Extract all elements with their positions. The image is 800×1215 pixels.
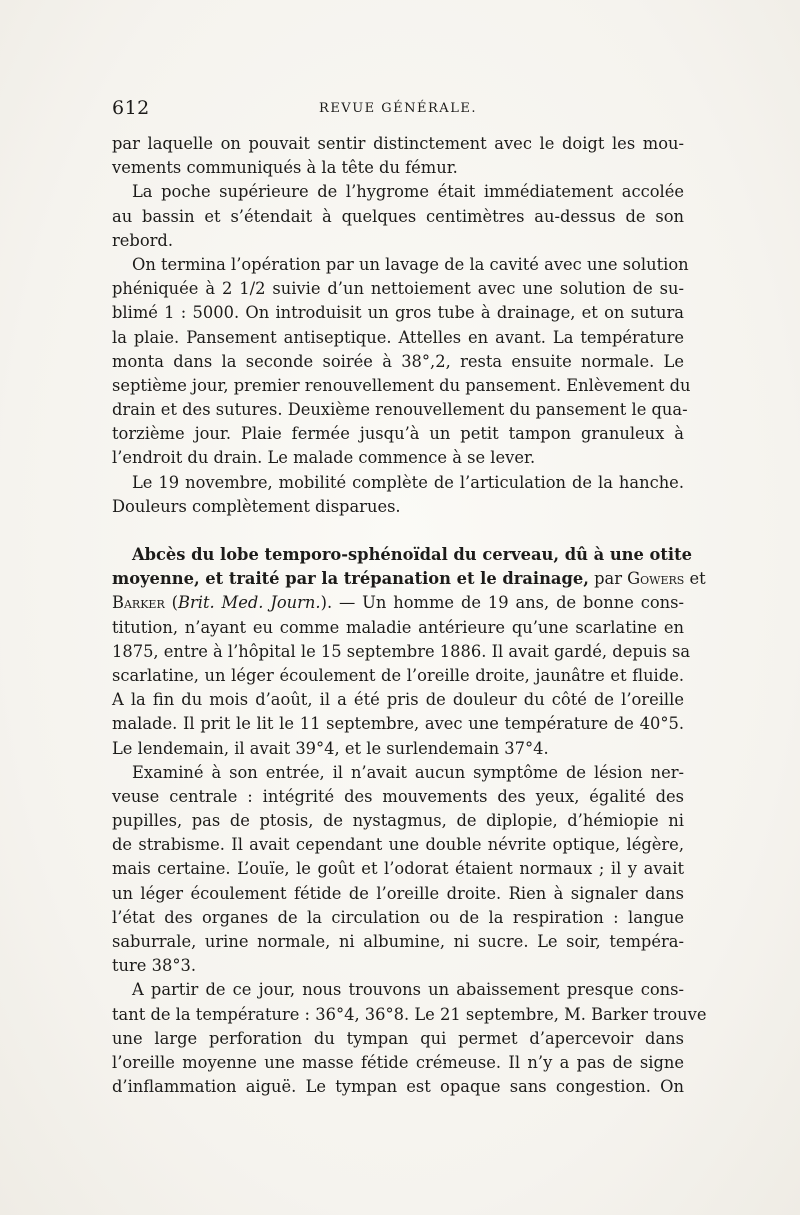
text-line: blimé 1 : 5000. On introduisit un gros tube à drainage, et on sutura bbox=[112, 303, 684, 323]
page-header bbox=[112, 97, 684, 123]
text-line: la plaie. Pansement antiseptique. Attelles en avant. La température bbox=[112, 327, 684, 347]
author-name: Barker bbox=[112, 593, 165, 613]
text-line: par laquelle on pouvait sentir distinctement avec le doigt les mou- bbox=[112, 134, 684, 153]
text-line: mais certaine. L’ouïe, le goût et l’odorat étaient normaux ; il y avait bbox=[112, 859, 684, 879]
text-segment: par bbox=[588, 569, 628, 589]
journal-title: Brit. Med. Journ. bbox=[177, 593, 321, 613]
text-line: On termina l’opération par un lavage de la cavité avec une solution bbox=[132, 254, 689, 274]
text-line: malade. Il prit le lit le 11 septembre, avec une température de 40°5. bbox=[112, 714, 684, 734]
text-line: rebord. bbox=[112, 230, 174, 250]
text-line bbox=[112, 591, 684, 615]
author-name: Gowers bbox=[627, 569, 685, 589]
text-line: Le lendemain, il avait 39°4, et le surlendemain 37°4. bbox=[112, 738, 549, 758]
text-line: veuse centrale : intégrité des mouvements des yeux, égalité des bbox=[112, 786, 684, 806]
text-segment: ). — Un homme de 19 ans, de bonne cons- bbox=[320, 593, 685, 613]
text-line: phéniquée à 2 1/2 suivie d’un nettoiement avec une solution de su- bbox=[112, 279, 684, 299]
text-line: monta dans la seconde soirée à 38°,2, resta ensuite normale. Le bbox=[112, 351, 684, 371]
text-line bbox=[112, 543, 692, 567]
text-line: 1875, entre à l’hôpital le 15 septembre 1886. Il avait gardé, depuis sa bbox=[112, 641, 691, 661]
body-text bbox=[112, 132, 707, 1099]
text-line: pupilles, pas de ptosis, de nystagmus, de diplopie, d’hémiopie ni bbox=[112, 811, 684, 831]
text-segment: ( bbox=[164, 593, 178, 613]
text-line: de strabisme. Il avait cependant une double névrite optique, légère, bbox=[112, 835, 684, 855]
text-line: au bassin et s’étendait à quelques centimètres au-dessus de son bbox=[112, 206, 684, 226]
text-line: A partir de ce jour, nous trouvons un abaissement presque cons- bbox=[132, 980, 684, 1000]
article-title: Abcès du lobe temporo-sphénoïdal du cerveau, dû à une otite bbox=[132, 545, 692, 564]
running-title: REVUE GÉNÉRALE. bbox=[319, 101, 477, 116]
text-line: A la fin du mois d’août, il a été pris de douleur du côté de l’oreille bbox=[112, 690, 684, 710]
text-line: vements communiqués à la tête du fémur. bbox=[112, 158, 458, 178]
page-number: 612 bbox=[112, 97, 150, 119]
text-line: Le 19 novembre, mobilité complète de l’articulation de la hanche. bbox=[132, 472, 684, 492]
text-line: Douleurs complètement disparues. bbox=[112, 496, 401, 516]
text-line: titution, n’ayant eu comme maladie antérieure qu’une scarlatine en bbox=[112, 617, 684, 637]
text-segment: et bbox=[684, 569, 706, 589]
text-line: La poche supérieure de l’hygrome était immédiatement accolée bbox=[132, 182, 684, 202]
text-line: torzième jour. Plaie fermée jusqu’à un petit tampon granuleux à bbox=[112, 424, 684, 444]
article-title: moyenne, et traité par la trépanation et le drainage, bbox=[112, 569, 589, 589]
text-line: l’oreille moyenne une masse fétide crémeuse. Il n’y a pas de signe bbox=[112, 1052, 684, 1072]
text-line bbox=[112, 567, 706, 591]
text-line: saburrale, urine normale, ni albumine, ni sucre. Le soir, tempéra- bbox=[112, 932, 684, 951]
text-line: ture 38°3. bbox=[112, 956, 197, 976]
text-line: d’inflammation aiguë. Le tympan est opaque sans congestion. On bbox=[112, 1077, 684, 1097]
text-line: l’endroit du drain. Le malade commence à se lever. bbox=[112, 448, 536, 468]
text-line: un léger écoulement fétide de l’oreille droite. Rien à signaler dans bbox=[112, 883, 684, 903]
text-line: Examiné à son entrée, il n’avait aucun symptôme de lésion ner- bbox=[132, 762, 684, 782]
text-line: l’état des organes de la circulation ou de la respiration : langue bbox=[112, 907, 684, 927]
paragraph-gap bbox=[112, 519, 684, 543]
text-line: drain et des sutures. Deuxième renouvellement du pansement le qua- bbox=[112, 400, 688, 420]
text-line: scarlatine, un léger écoulement de l’oreille droite, jaunâtre et fluide. bbox=[112, 665, 684, 685]
text-line: une large perforation du tympan qui permet d’apercevoir dans bbox=[112, 1028, 684, 1048]
text-line: tant de la température : 36°4, 36°8. Le 21 septembre, M. Barker trouve bbox=[112, 1004, 707, 1024]
text-line: septième jour, premier renouvellement du pansement. Enlèvement du bbox=[112, 375, 691, 395]
